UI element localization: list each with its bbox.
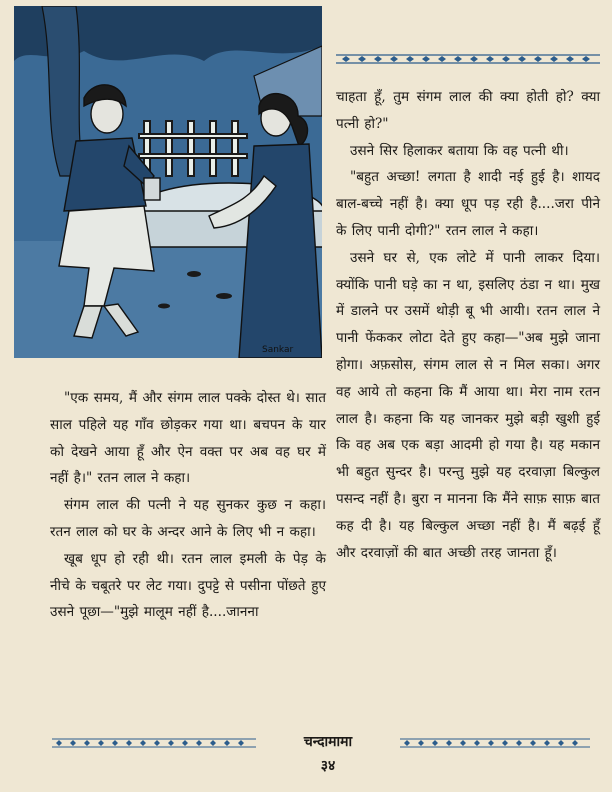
page-number: ३४ — [320, 758, 336, 774]
paragraph: उसने घर से, एक लोटे में पानी लाकर दिया। क्योंकि पानी घड़े का न था, इसलिए ठंडा न था। मुख में डालने पर उसमें थोड़ी बू भी आयी। रतन लाल ने पानी फेंककर लोटा देते हुए कहा—"अब मुझे जाना होगा। अफ़सोस, संगम लाल से न मिल सका। अगर वह आये तो कहना कि मैं आया था। मेरा नाम रतन लाल है। कहना कि यह जानकर मुझे बड़ी खुशी हुई कि वह अब एक बड़ा आदमी हो गया है। यह मकान भी बहुत सुन्दर है। परन्तु मुझे यह दरवाज़ा बिल्कुल पसन्द नहीं है। बुरा न मानना कि मैंने साफ़ साफ़ बात कह दी है। यह बिल्कुल अच्छा नहीं है। मैं बढ़ई हूँ और दरवाज़ों की बात अच्छी तरह जानता हूँ। — [336, 249, 600, 561]
artist-signature: Sankar — [262, 345, 294, 355]
decorative-border-bottom-left — [52, 737, 256, 749]
magazine-title: चन्दामामा — [303, 734, 353, 750]
paragraph: खूब धूप हो रही थी। रतन लाल इमली के पेड़ के नीचे के चबूतरे पर लेट गया। दुपट्टे से पसीना पोंछते हुए उसने पूछा—"मुझे मालूम नहीं है....जानना — [50, 550, 326, 621]
left-text-column — [50, 385, 326, 626]
decorative-border-top — [336, 52, 600, 66]
paragraph: चाहता हूँ, तुम संगम लाल की क्या होती हो? क्या पत्नी हो?" — [336, 89, 600, 132]
paragraph: "बहुत अच्छा! लगता है शादी नई हुई है। शायद बाल-बच्चे नहीं है। क्या धूप पड़ रही है....जरा पीने के लिए पानी दोगी?" रतन लाल ने कहा। — [336, 169, 600, 239]
right-text-column — [336, 84, 600, 566]
paragraph: उसने सिर हिलाकर बताया कि वह पत्नी थी। — [350, 142, 569, 159]
decorative-border-bottom-right — [400, 737, 590, 749]
paragraph: "एक समय, मैं और संगम लाल पक्के दोस्त थे। सात साल पहिले यह गाँव छोड़कर गया था। बचपन के यार को देखने आया हूँ और ऐन वक्त पर अब वह घर में नहीं है।" रतन लाल ने कहा। — [50, 390, 326, 487]
paragraph: संगम लाल की पत्नी ने यह सुनकर कुछ न कहा। रतन लाल को घर के अन्दर आने के लिए भी न कहा। — [50, 497, 326, 540]
story-illustration — [14, 6, 322, 358]
illustration-drawing — [14, 6, 322, 358]
